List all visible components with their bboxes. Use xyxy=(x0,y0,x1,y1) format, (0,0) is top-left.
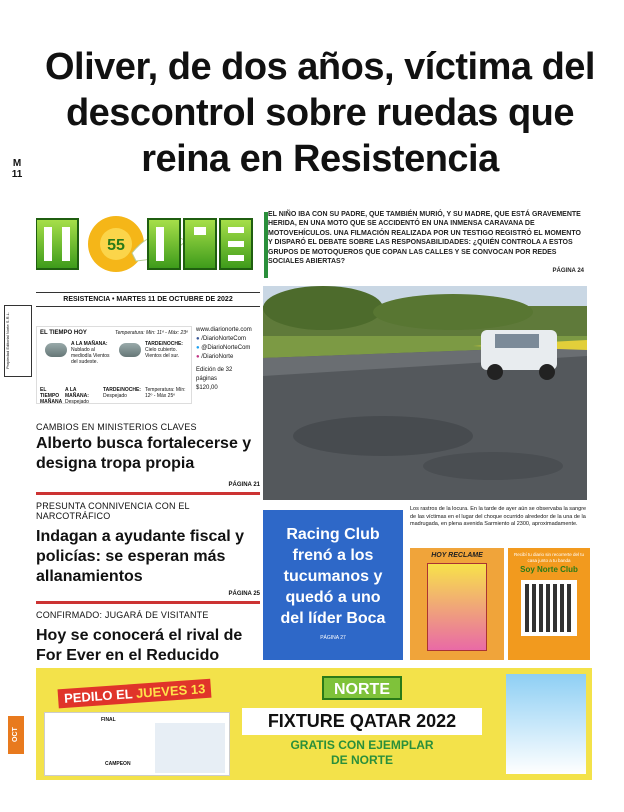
fixture-title: FIXTURE QATAR 2022 xyxy=(242,708,482,735)
facebook-link[interactable]: ● /DiarioNorteCom xyxy=(196,336,246,342)
story-kicker: PRESUNTA CONNIVENCIA CON EL NARCOTRÁFICO xyxy=(36,501,190,521)
story-kicker: CAMBIOS EN MINISTERIOS CLAVES xyxy=(36,422,197,432)
fixture-table xyxy=(155,723,225,773)
final-label: FINAL xyxy=(101,717,116,723)
magazine-cover xyxy=(427,563,487,651)
weather-afternoon: TARDE/NOCHE: Cielo cubierto. Vientos del sur. xyxy=(145,341,183,359)
weather-morning: A LA MAÑANA: Nublado al mediodía Vientos del sudeste. xyxy=(71,341,110,365)
facebook-icon: ● xyxy=(196,336,200,342)
lead-intro: EL NIÑO IBA CON SU PADRE, QUE TAMBIÉN MURIÓ, Y SU MADRE, QUE ESTÁ GRAVEMENTE HERIDA, EN UNA MOTO QUE SE ACCIDENTÓ EN UNA INMENSA CARAVANA DE MOTOVEHÍCULOS. UNA FILMACIÓN REALIZADA POR UN TESTIGO REGISTRÓ EL MOMENTO Y DISPARÓ EL DEBATE SOBRE LAS RESPONSABILIDADES: ¿QUIÉN CONTROLA A ESTOS GRUPOS DE MOTOQUEROS QUE COPAN LAS CALLES Y SE CONVOCAN POR REDES SOCIALES ABIERTAS? PÁGINA 24 xyxy=(268,210,584,277)
gratis-text: GRATIS CON EJEMPLAR DE NORTE xyxy=(290,738,434,767)
norte-logo xyxy=(36,213,254,275)
side-tag: Propiedad Editorial Norte S.R.L. xyxy=(4,305,32,377)
photo-caption: Los rastros de la locura. En la tarde de ayer aún se observaba la sangre de las víctimas en el lugar del choque ocurrido alrededor de la una de la madrugada, en plena avenida Sarmiento al 2300, aproximadamente. xyxy=(410,506,587,527)
weather-tomorrow-temp: Temperatura: Mín: 12º - Máx 25º xyxy=(145,387,186,399)
month-tab: OCT xyxy=(8,716,24,754)
soy-norte-club-box[interactable] xyxy=(508,548,590,660)
divider xyxy=(36,492,260,495)
divider xyxy=(36,601,260,604)
soy-norte-club-logo: Soy Norte Club xyxy=(520,565,578,574)
website-link[interactable]: www.diarionorte.com xyxy=(196,327,252,333)
logo-badge: 55 xyxy=(107,237,125,254)
edition-pages: Edición de 32 páginas xyxy=(196,367,233,382)
main-headline: Oliver, de dos años, víctima del descontrol sobre ruedas que reina en Resistencia xyxy=(45,46,595,180)
weather-tomorrow-afternoon: TARDE/NOCHE: Despejado xyxy=(103,387,141,399)
story[interactable] xyxy=(36,610,260,676)
story-page: PÁGINA 21 xyxy=(228,482,260,488)
social-box xyxy=(196,326,266,393)
hoy-reclame-box[interactable] xyxy=(410,548,504,660)
twitter-icon: ● xyxy=(196,345,200,351)
cloud-icon xyxy=(45,343,67,357)
cloud-icon xyxy=(119,343,141,357)
edition-code: M 11 xyxy=(11,158,23,180)
pedilo-badge: PEDILO EL JUEVES 13 xyxy=(58,679,212,709)
fixture-banner[interactable] xyxy=(36,668,592,780)
story[interactable] xyxy=(36,501,260,597)
hoy-reclame-title: HOY RECLAME xyxy=(431,552,483,559)
racing-page: PÁGINA 27 xyxy=(320,635,346,641)
instagram-link[interactable]: ● /DiarioNorte xyxy=(196,354,234,360)
player-image xyxy=(506,674,586,774)
weather-tomorrow-title: EL TIEMPO MAÑANA xyxy=(40,387,63,405)
qr-code-icon xyxy=(521,580,577,636)
story-headline: Indagan a ayudante fiscal y policías: se esperan más allanamientos xyxy=(36,528,245,585)
story-headline: Hoy se conocerá el rival de For Ever en el Reducido xyxy=(36,627,243,664)
lead-page: PÁGINA 24 xyxy=(552,268,584,275)
story-headline: Alberto busca fortalecerse y designa tropa propia xyxy=(36,435,252,472)
banner-norte-logo: NORTE xyxy=(322,676,402,700)
weather-temp: Temperatura: Min: 11º - Máx: 23º xyxy=(115,330,188,336)
weather-title: EL TIEMPO HOY xyxy=(40,330,87,336)
date-line: RESISTENCIA • MARTES 11 DE OCTUBRE DE 2022 xyxy=(36,292,260,307)
weather-box xyxy=(36,326,192,404)
price: $120,00 xyxy=(196,385,218,391)
lead-photo xyxy=(263,286,587,500)
racing-story[interactable] xyxy=(263,510,403,660)
campeon-label: CAMPEON xyxy=(105,761,131,767)
racing-headline: Racing Club frenó a los tucumanos y quedó a uno del líder Boca xyxy=(280,526,386,627)
fixture-preview xyxy=(44,712,230,776)
qr-text: Recibí tu diario sin recorrerte del tu casa junto a tu banda xyxy=(513,552,585,563)
instagram-icon: ● xyxy=(196,354,200,360)
story-kicker: CONFIRMADO: JUGARÁ DE VISITANTE xyxy=(36,610,209,620)
story[interactable] xyxy=(36,422,260,488)
weather-tomorrow-morning: A LA MAÑANA: Despejado xyxy=(65,387,89,405)
stories-column xyxy=(36,422,260,676)
story-page: PÁGINA 25 xyxy=(228,591,260,597)
twitter-link[interactable]: ● @DiarioNorteCom xyxy=(196,345,251,351)
